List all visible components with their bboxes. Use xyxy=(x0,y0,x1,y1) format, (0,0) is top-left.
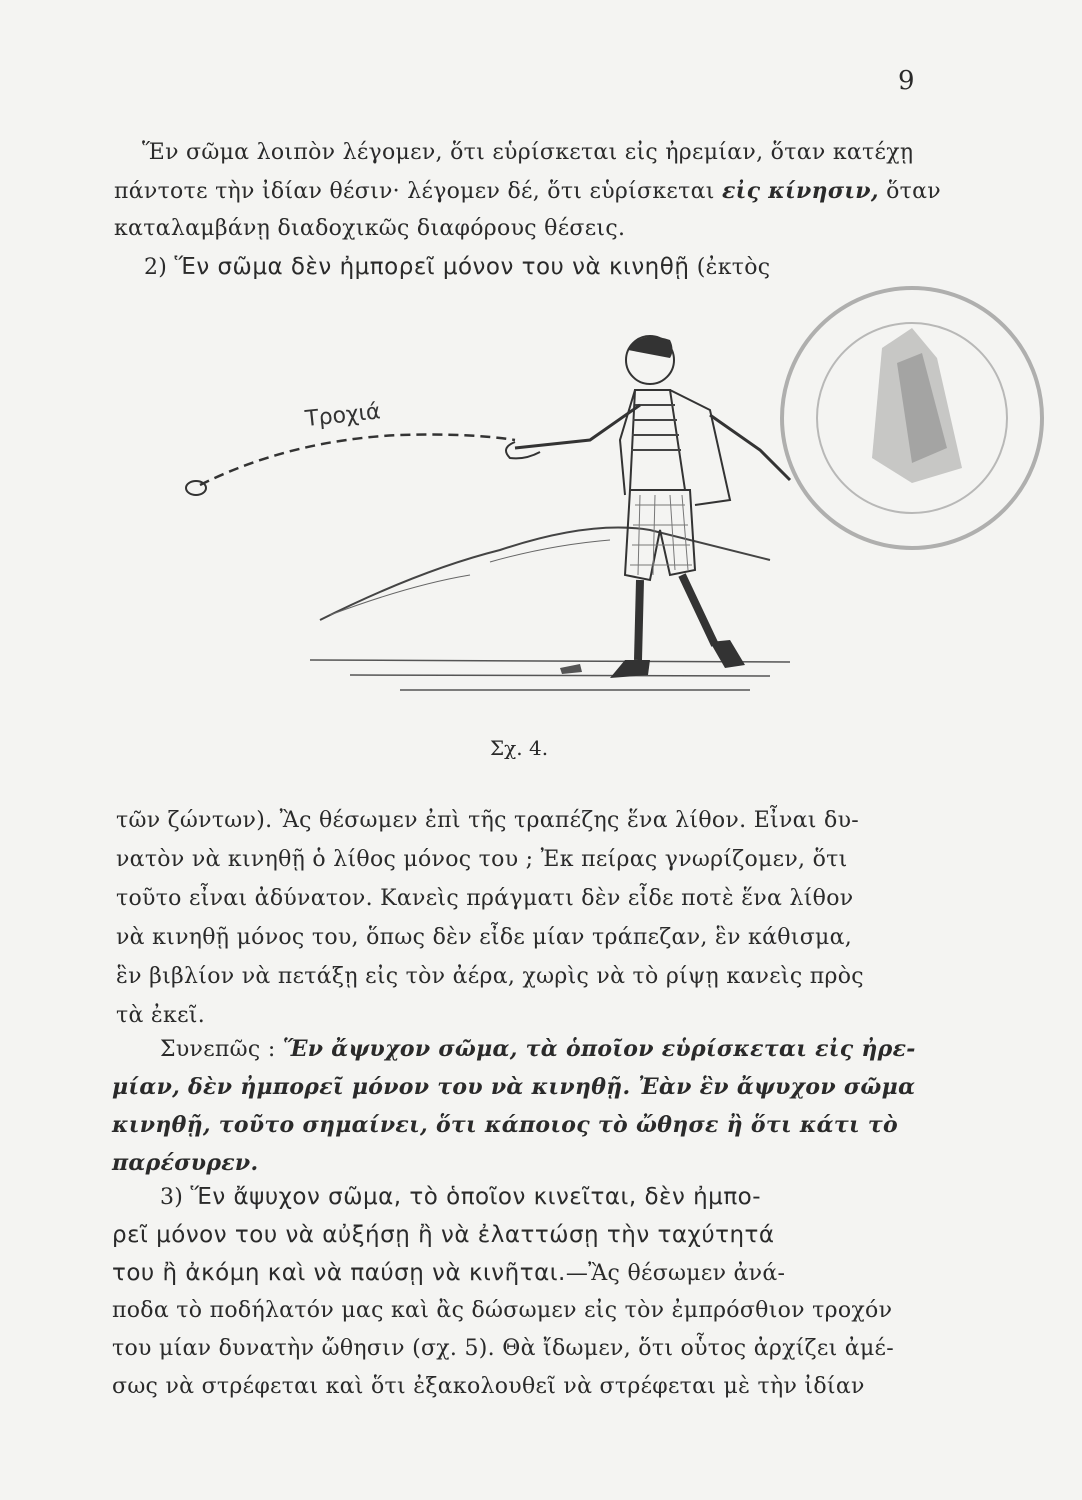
trajectory-label: Τροχιά xyxy=(303,399,382,433)
text-line: ποδα τὸ ποδήλατόν μας καὶ ἂς δώσωμεν εἰς τὸν ἐμπρόσθιον τροχόν xyxy=(112,1298,893,1323)
text-line: σως νὰ στρέφεται καὶ ὅτι ἐξακολουθεῖ νὰ στρέφεται μὲ τὴν ἰδίαν xyxy=(112,1374,865,1399)
text-run: Συνεπῶς : xyxy=(160,1037,283,1062)
emphasis-line: μίαν, δὲν ἠμπορεῖ μόνον του νὰ κινηθῇ. Ἐὰν ἓν ἄψυχον σῶμα xyxy=(112,1074,916,1100)
emphasis-line: κινηθῇ, τοῦτο σημαίνει, ὅτι κάποιος τὸ ὤθησε ἢ ὅτι κάτι τὸ xyxy=(112,1112,898,1138)
emphasis-text: Ἕν ἄψυχον σῶμα, τὰ ὁποῖον εὑρίσκεται εἰς ἠρε- xyxy=(282,1036,916,1062)
figure-boy-throwing-stone xyxy=(170,330,810,710)
text-line xyxy=(160,1184,761,1210)
text-line: του μίαν δυνατὴν ὤθησιν (σχ. 5). Θὰ ἴδωμεν, ὅτι οὗτος ἀρχίζει ἀμέ- xyxy=(112,1336,894,1361)
text-line: Ἕν σῶμα λοιπὸν λέγομεν, ὅτι εὑρίσκεται εἰς ἠρεμίαν, ὅταν κατέχῃ xyxy=(142,140,914,165)
principle-text: του ἢ ἀκόμη καὶ νὰ παύσῃ νὰ κινῆται. xyxy=(112,1260,566,1286)
figure-caption: Σχ. 4. xyxy=(490,736,549,760)
boy-throwing-illustration xyxy=(170,330,810,710)
emphasis-text: εἰς κίνησιν, xyxy=(721,178,879,204)
text-run: πάντοτε τὴν ἰδίαν θέσιν· λέγομεν δέ, ὅτι εὑρίσκεται xyxy=(114,179,722,204)
item-number: 3) xyxy=(160,1185,191,1210)
text-line xyxy=(112,1260,785,1286)
text-run: ὅταν xyxy=(878,179,941,204)
text-line: νατὸν νὰ κινηθῇ ὁ λίθος μόνος του ; Ἐκ πείρας γνωρίζομεν, ὅτι xyxy=(116,847,848,872)
text-line: ἓν βιβλίον νὰ πετάξῃ εἰς τὸν ἀέρα, χωρὶς νὰ τὸ ρίψῃ κανεὶς πρὸς xyxy=(116,964,864,989)
principle-text: Ἕν σῶμα δὲν ἠμπορεῖ μόνον του νὰ κινηθῇ xyxy=(174,254,690,280)
item-number: 2) xyxy=(144,255,175,280)
text-line: τοῦτο εἶναι ἀδύνατον. Κανεὶς πράγματι δὲν εἶδε ποτὲ ἕνα λίθον xyxy=(116,886,854,911)
text-line: καταλαμβάνῃ διαδοχικῶς διαφόρους θέσεις. xyxy=(114,216,626,241)
text-run: (ἐκτὸς xyxy=(689,255,771,280)
text-line: τὰ ἐκεῖ. xyxy=(116,1003,205,1028)
text-line: τῶν ζώντων). Ἂς θέσωμεν ἐπὶ τῆς τραπέζης ἕνα λίθον. Εἶναι δυ- xyxy=(116,808,859,833)
emphasis-line: παρέσυρεν. xyxy=(112,1150,259,1176)
principle-heading xyxy=(144,254,770,280)
text-line xyxy=(114,178,941,204)
text-run: —Ἂς θέσωμεν ἀνά- xyxy=(565,1261,786,1286)
text-line: νὰ κινηθῇ μόνος του, ὅπως δὲν εἶδε μίαν τράπεζαν, ἓν κάθισμα, xyxy=(116,925,853,950)
text-line xyxy=(160,1036,916,1062)
principle-text: Ἕν ἄψυχον σῶμα, τὸ ὁποῖον κινεῖται, δὲν ἠμπο- xyxy=(190,1184,762,1210)
page-number: 9 xyxy=(898,66,915,96)
principle-line: ρεῖ μόνον του νὰ αὐξήσῃ ἢ νὰ ἐλαττώσῃ τὴν ταχύτητά xyxy=(112,1222,775,1248)
